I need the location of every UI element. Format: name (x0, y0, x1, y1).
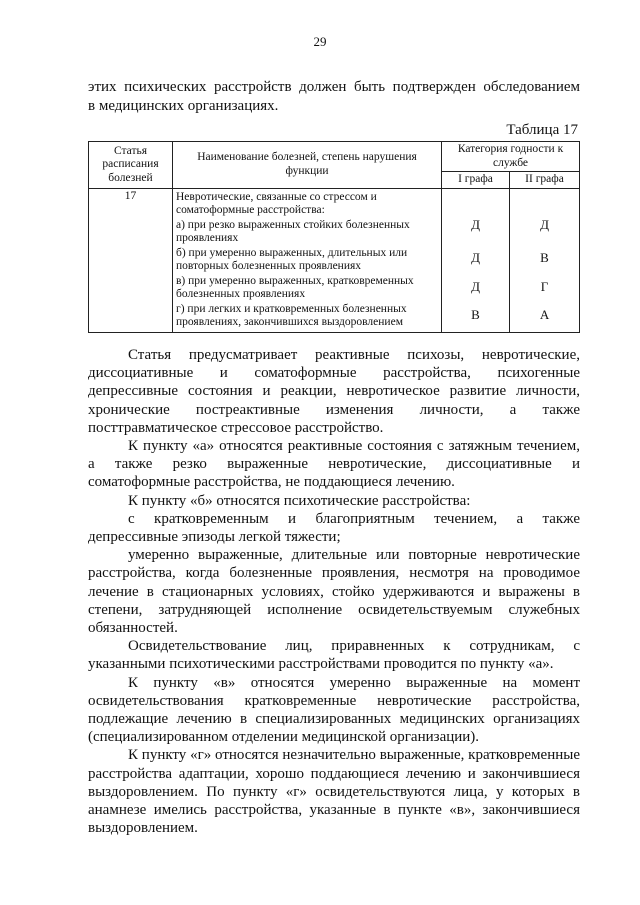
row-item-b: б) при умеренно выраженных, длительных или повторных болезненных проявлениях (176, 246, 408, 272)
row-intro: Невротические, связанные со стрессом и соматоформные расстройства: (176, 190, 377, 216)
paragraph-5: умеренно выраженные, длительные или повторные невротические расстройства, когда болезненные проявления, несмотря на проводимое лечение в стационарных условиях, стойко удерживаются и выражены в степени, затрудняющей исполнение освидетельствуемым служебных обязанностей. (88, 547, 580, 637)
col2-b: В (540, 249, 549, 265)
header-col1: I графа (442, 172, 510, 189)
row-names (173, 188, 442, 332)
paragraph-6: Освидетельствование лиц, приравненных к сотрудникам, с указанными психотическими расстройствами проводится по пункту «а». (88, 638, 580, 673)
row-item-a: а) при резко выраженных стойких болезненных проявлениях (176, 218, 410, 244)
table-row (89, 188, 580, 332)
header-col2: II графа (510, 172, 580, 189)
diseases-table (88, 141, 580, 333)
row-col2 (510, 188, 580, 332)
paragraph-8: К пункту «г» относятся незначительно выраженные, кратковременные расстройства адаптации, хорошо поддающиеся лечению и закончившиеся выздоровлением. По пункту «г» освидетельствуются лица, у которых в анамнезе имелись расстройства, указанные в пункте «в», закончившиеся выздоровлением. (88, 747, 580, 837)
col2-v: Г (540, 278, 549, 294)
intro-line-2: в медицинских организациях. (88, 98, 279, 114)
paragraph-7: К пункту «в» относятся умеренно выраженные на момент освидетельствования кратковременные невротические расстройства, подлежащие лечению в специализированных медицинских организациях (специализированном отделении медицинской организации). (88, 674, 580, 746)
col2-a: Д (540, 216, 549, 232)
col1-a: Д (471, 216, 480, 232)
header-names: Наименование болезней, степень нарушения функции (173, 142, 442, 189)
intro-text (88, 78, 580, 116)
paragraph-1: Статья предусматривает реактивные психозы, невротические, диссоциативные и соматоформные расстройства, психогенные депрессивные состояния и реакции, невротическое развитие личности, хронические постреактивные изменения личности, а также посттравматическое стрессовое расстройство. (88, 347, 580, 436)
table-caption: Таблица 17 (506, 122, 578, 138)
body-text (88, 346, 580, 837)
col1-g: В (471, 306, 480, 322)
row-item-v: в) при умеренно выраженных, кратковременных болезненных проявлениях (176, 274, 414, 300)
page-number: 29 (313, 34, 327, 49)
row-col1 (442, 188, 510, 332)
paragraph-3: К пункту «б» относятся психотические расстройства: (128, 492, 471, 509)
col1-b: Д (471, 249, 480, 265)
row-article: 17 (89, 188, 173, 332)
intro-line-1: этих психических расстройств должен быть подтвержден обследованием (88, 79, 580, 95)
paragraph-4: с кратковременным и благоприятным течением, а также депрессивные эпизоды легкой тяжести; (88, 510, 580, 546)
paragraph-2: К пункту «а» относятся реактивные состояния с затяжным течением, а также резко выраженные невротические, диссоциативные и соматоформные расстройства, не поддающиеся лечению. (88, 438, 580, 491)
row-item-g: г) при легких и кратковременных болезненных проявлениях, закончившихся выздоровлением (176, 302, 407, 328)
header-category: Категория годности к службе (442, 142, 580, 172)
header-article: Статья расписания болезней (89, 142, 173, 189)
col1-v: Д (471, 278, 480, 294)
col2-g: А (539, 306, 550, 322)
table-header-row (89, 142, 580, 172)
